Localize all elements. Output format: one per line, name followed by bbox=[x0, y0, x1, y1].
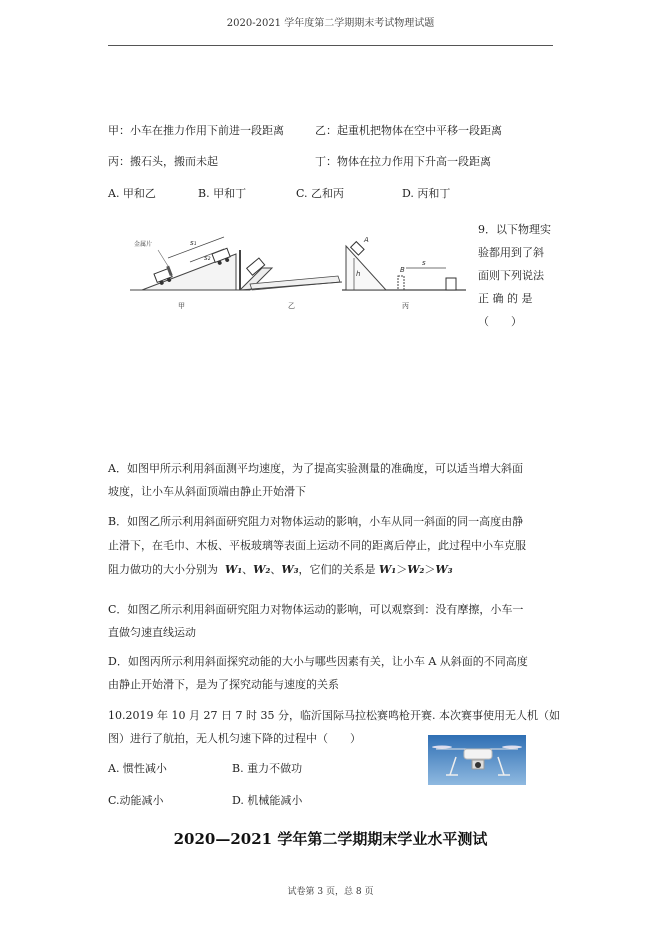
label-bing: 丙 bbox=[402, 302, 409, 310]
q10-option-c: C.动能减小 bbox=[108, 794, 164, 807]
q9-option-b-line: 止滑下，在毛巾、木板、平板玻璃等表面上运动不同的距离后停止，此过程中小车克服 bbox=[108, 539, 526, 552]
greater-than: ＞ bbox=[396, 563, 408, 576]
label-s: s bbox=[422, 259, 426, 267]
q8-statement-bing: 丙：搬石头，搬而未起 bbox=[108, 155, 218, 168]
q8-statement-ding: 丁：物体在拉力作用下升高一段距离 bbox=[315, 155, 491, 168]
figure-yi bbox=[240, 258, 342, 310]
page-footer: 试卷第 3 页，总 8 页 bbox=[287, 887, 374, 897]
q8-option-d: D. 丙和丁 bbox=[402, 187, 451, 200]
symbol-w3: W₃ bbox=[281, 563, 299, 576]
symbol-w2: W₂ bbox=[253, 563, 271, 576]
figure-jia bbox=[130, 237, 240, 310]
q10-stem-line: 图）进行了航拍，无人机匀速下降的过程中（ ） bbox=[108, 732, 361, 745]
q8-option-c: C. 乙和丙 bbox=[296, 187, 345, 200]
q9-option-b-line: B．如图乙所示利用斜面研究阻力对物体运动的影响，小车从同一斜面的同一高度由静 bbox=[108, 515, 524, 528]
q9-option-c bbox=[108, 598, 568, 644]
q10-stem-line: 10.2019 年 10 月 27 日 7 时 35 分，临沂国际马拉松赛鸣枪开赛. 本次赛事使用无人机（如 bbox=[108, 709, 560, 722]
q8-option-b: B. 甲和丁 bbox=[198, 187, 247, 200]
q10-option-a: A. 惯性减小 bbox=[108, 762, 167, 775]
q8-statement-yi: 乙：起重机把物体在空中平移一段距离 bbox=[315, 124, 502, 137]
q9-option-b-text: ，它们的关系是 bbox=[298, 563, 376, 576]
q9-option-d-line: 由静止开始滑下，是为了探究动能与速度的关系 bbox=[108, 678, 339, 691]
q9-stem-line: 验都用到了斜 bbox=[478, 246, 544, 259]
q8-option-a: A. 甲和乙 bbox=[108, 187, 156, 200]
label-s1: s₁ bbox=[190, 239, 197, 247]
q9-option-b bbox=[108, 510, 568, 582]
q10-option-d: D. 机械能减小 bbox=[232, 794, 303, 807]
header-rule bbox=[108, 45, 553, 46]
page-header: 2020-2021 学年度第二学期期末考试物理试题 bbox=[226, 18, 435, 29]
q10-option-b: B. 重力不做功 bbox=[232, 762, 303, 775]
q8-statement-jia: 甲：小车在推力作用下前进一段距离 bbox=[108, 124, 284, 137]
incline-experiments-figure bbox=[128, 232, 468, 314]
q9-option-b-text: 阻力做功的大小分别为 bbox=[108, 563, 218, 576]
drone-photo bbox=[428, 735, 526, 785]
q9-option-a bbox=[108, 457, 563, 503]
label-a: A bbox=[364, 236, 369, 244]
q9-option-a-line: A．如图甲所示利用斜面测平均速度，为了提高实验测量的准确度，可以适当增大斜面 bbox=[108, 462, 523, 475]
q9-option-c-line: C．如图乙所示利用斜面研究阻力对物体运动的影响，可以观察到：没有摩擦，小车一 bbox=[108, 603, 524, 616]
symbol-w2: W₂ bbox=[407, 563, 425, 576]
greater-than: ＞ bbox=[424, 563, 436, 576]
q9-option-b-line bbox=[108, 558, 568, 582]
separator: 、 bbox=[270, 563, 282, 576]
label-s2: s₂ bbox=[204, 254, 211, 262]
figure-bing bbox=[342, 236, 466, 310]
symbol-w1: W₁ bbox=[225, 563, 243, 576]
label-jia: 甲 bbox=[178, 302, 185, 310]
symbol-w1: W₁ bbox=[379, 563, 397, 576]
q9-option-c-line: 直做匀速直线运动 bbox=[108, 626, 196, 639]
separator: 、 bbox=[242, 563, 254, 576]
label-h: h bbox=[356, 270, 361, 278]
label-yi: 乙 bbox=[288, 302, 295, 310]
q9-stem-line: （ ） bbox=[478, 315, 522, 328]
label-b: B bbox=[400, 266, 405, 274]
label-metal-plate: 金属片 bbox=[134, 241, 153, 248]
symbol-w3: W₃ bbox=[435, 563, 453, 576]
q9-option-d bbox=[108, 650, 568, 696]
q9-stem-line: 面则下列说法 bbox=[478, 269, 544, 282]
q9-option-d-line: D．如图丙所示利用斜面探究动能的大小与哪些因素有关，让小车 A 从斜面的不同高度 bbox=[108, 655, 528, 668]
q9-stem bbox=[478, 218, 551, 333]
q9-stem-line: 正 确 的 是 bbox=[478, 292, 533, 305]
q9-stem-line: 9．以下物理实 bbox=[478, 223, 551, 236]
section-title: 2020—2021 学年第二学期期末学业水平测试 bbox=[173, 830, 488, 848]
q9-option-a-line: 坡度，让小车从斜面顶端由静止开始滑下 bbox=[108, 485, 306, 498]
